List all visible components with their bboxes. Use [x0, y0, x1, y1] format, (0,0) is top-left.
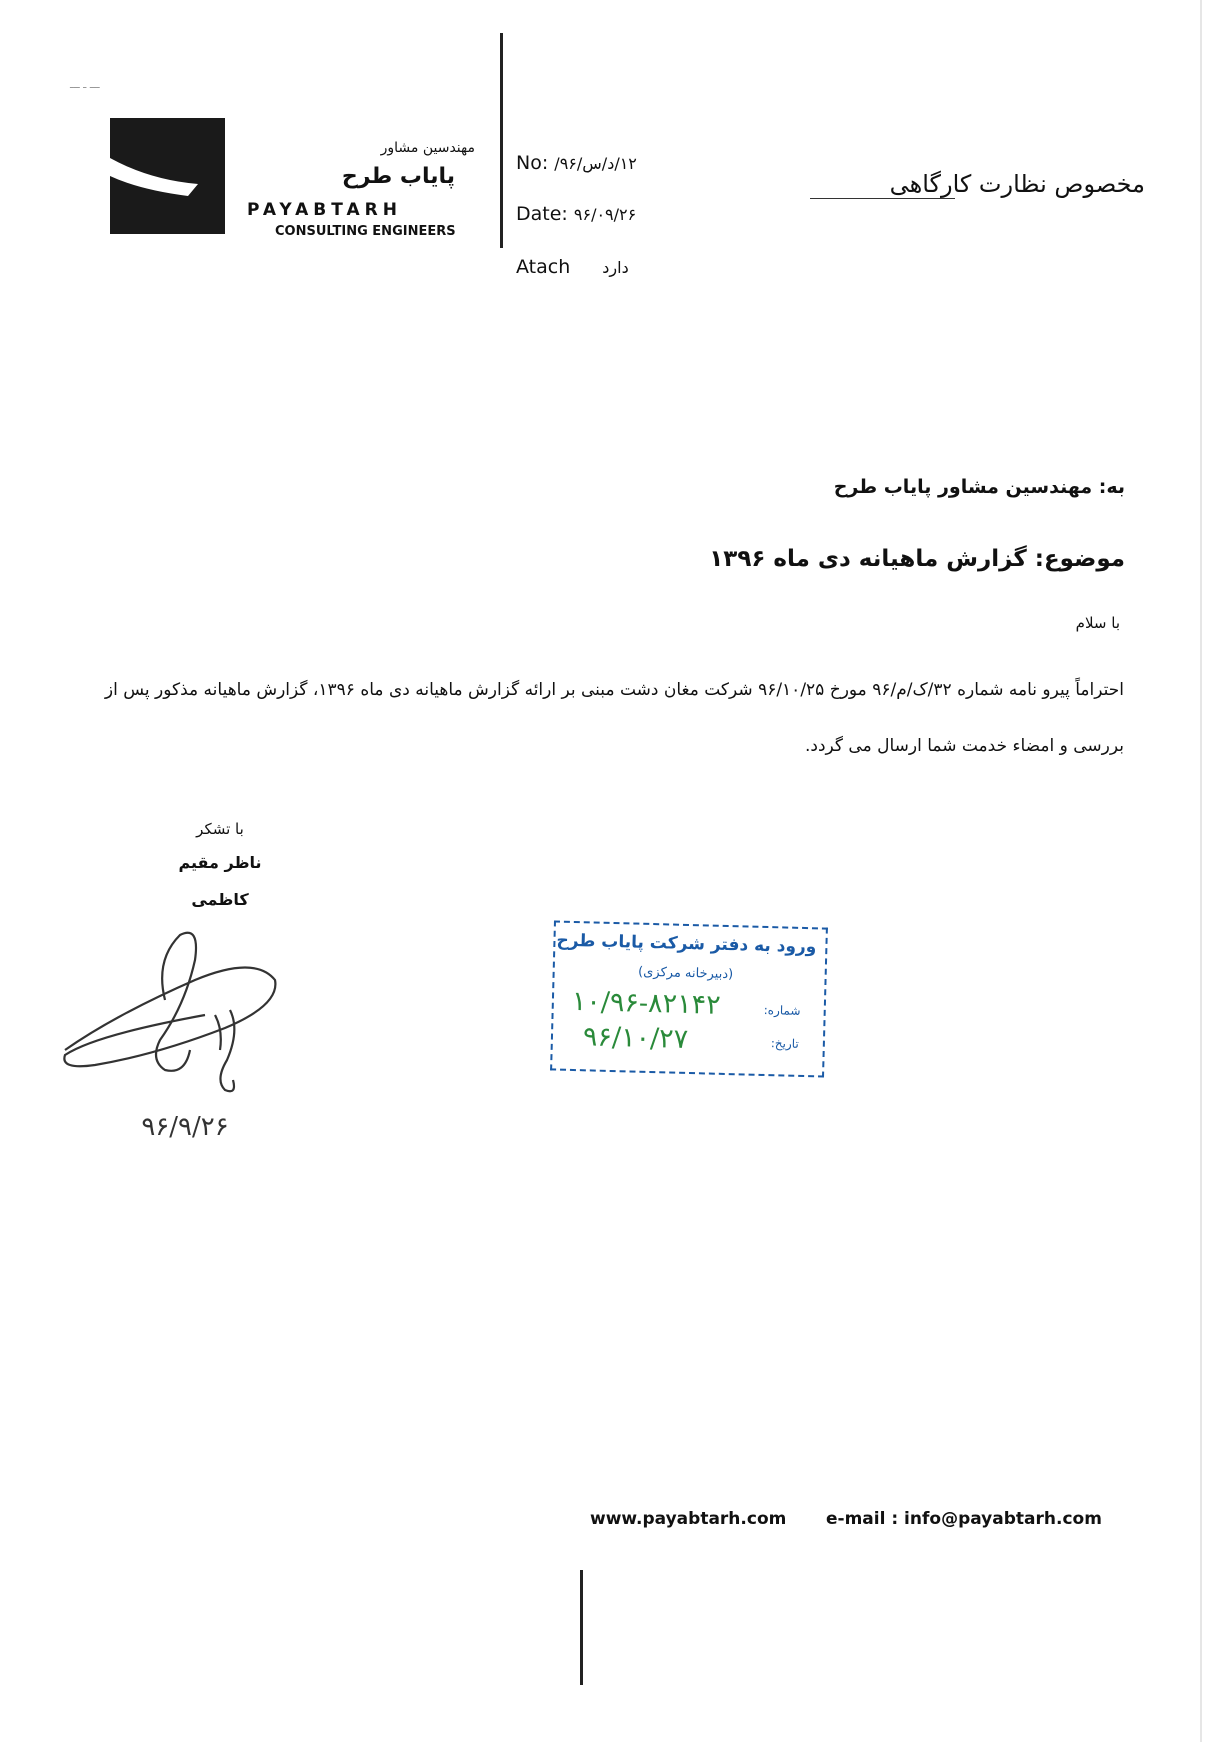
- footer-website[interactable]: www.payabtarh.com: [590, 1509, 787, 1529]
- letter-date-value: ۹۶/۰۹/۲۶: [573, 205, 637, 224]
- closing-thanks: با تشکر: [196, 820, 244, 838]
- subject: موضوع: گزارش ماهیانه دی ماه ۱۳۹۶: [709, 546, 1125, 572]
- scan-edge: [1200, 0, 1202, 1742]
- stamp-subtitle: (دبیرخانه مرکزی): [637, 964, 734, 983]
- recipient: به: مهندسین مشاور پایاب طرح: [833, 476, 1125, 498]
- confidential-underline: [810, 198, 955, 199]
- company-subtitle-en: CONSULTING ENGINEERS: [275, 224, 456, 239]
- signer-role: ناظر مقیم: [178, 853, 262, 872]
- company-type-label: مهندسین مشاور: [380, 140, 475, 156]
- received-stamp: [550, 920, 828, 1077]
- corner-mark: ـــ ـ ـــ: [70, 78, 100, 91]
- company-name-fa: پایاب طرح: [341, 164, 455, 189]
- handwritten-signature: [55, 920, 295, 1150]
- header-divider: [500, 33, 503, 248]
- signature-date: ۹۶/۹/۲۶: [141, 1112, 229, 1142]
- confidential-note: مخصوص نظارت کارگاهی: [889, 170, 1145, 198]
- letter-date: [516, 203, 636, 225]
- attachment-value: دارد: [602, 258, 629, 277]
- letter-date-label: Date:: [516, 203, 568, 225]
- stamp-date: ۹۶/۱۰/۲۷: [582, 1021, 689, 1055]
- letter-attachment: [516, 256, 629, 278]
- footer-email[interactable]: e-mail : info@payabtarh.com: [826, 1509, 1102, 1529]
- footer-divider: [580, 1570, 583, 1685]
- greeting: با سلام: [1075, 614, 1120, 632]
- signer-name: کاظمی: [191, 890, 249, 909]
- letter-number-label: No:: [516, 152, 549, 174]
- stamp-title: ورود به دفتر شرکت پایاب طرح: [556, 930, 817, 958]
- stamp-number: ۱۰/۹۶-۸۲۱۴۲: [571, 985, 722, 1021]
- letter-number-value: ۱۲/د/س/۹۶/: [554, 154, 637, 173]
- letter-number: [516, 152, 637, 174]
- stamp-date-label: تاریخ:: [770, 1036, 799, 1051]
- company-name-en: PAYABTARH: [247, 200, 402, 220]
- attachment-label: Atach: [516, 256, 571, 278]
- company-logo-mark: [110, 118, 225, 234]
- letter-body: احتراماً پیرو نامه شماره ۳۲/ک/م/۹۶ مورخ ۹۶/۱۰/۲۵ شرکت مغان دشت مبنی بر ارائه گزارش ماهیانه دی ماه ۱۳۹۶، گزارش ماهیانه مذکور پس از بررسی و امضاء خدمت شما ارسال می گردد.: [104, 680, 1124, 756]
- stamp-number-label: شماره:: [763, 1002, 801, 1018]
